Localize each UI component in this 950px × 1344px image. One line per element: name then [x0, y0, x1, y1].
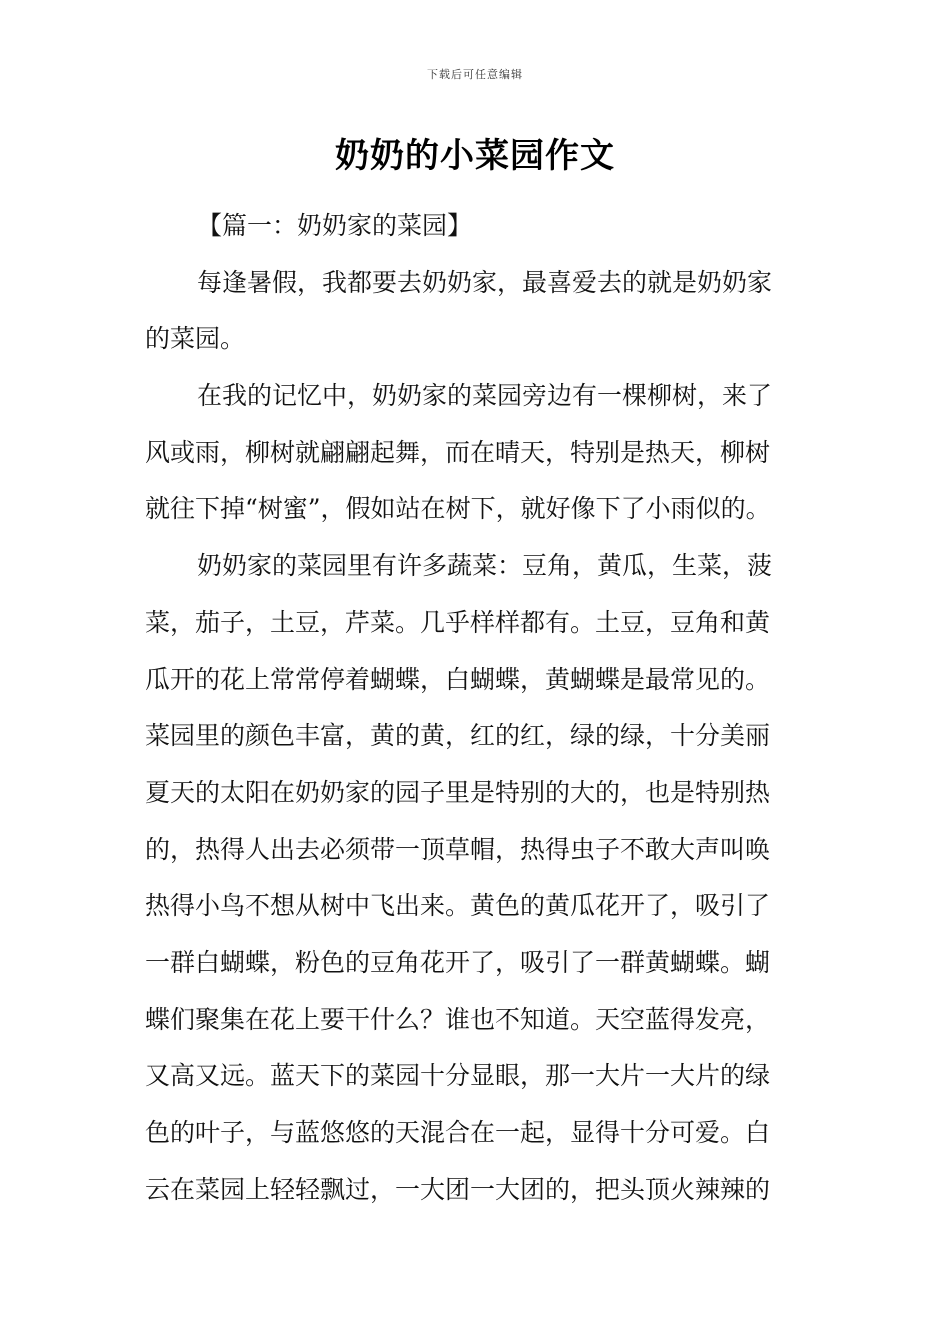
text-line: 菜园里的颜色丰富，黄的黄，红的红，绿的绿，十分美丽	[145, 721, 771, 751]
text-line: 又高又远。蓝天下的菜园十分显眼，那一大片一大片的绿	[145, 1061, 771, 1091]
text-line: 菜，茄子，土豆，芹菜。几乎样样都有。土豆，豆角和黄	[145, 607, 771, 637]
text-line: 热得小鸟不想从树中飞出来。黄色的黄瓜花开了，吸引了	[145, 891, 771, 921]
text-line: 云在菜园上轻轻飘过，一大团一大团的，把头顶火辣辣的	[145, 1174, 771, 1204]
text-line: 一群白蝴蝶，粉色的豆角花开了，吸引了一群黄蝴蝶。蝴	[145, 947, 771, 977]
text-line: 色的叶子，与蓝悠悠的天混合在一起，显得十分可爱。白	[145, 1118, 771, 1147]
text-line: 奶奶家的菜园里有许多蔬菜：豆角，黄瓜，生菜，菠	[197, 551, 773, 581]
document-title: 奶奶的小菜园作文	[335, 136, 615, 176]
text-line: 的菜园。	[145, 324, 246, 354]
text-line: 风或雨，柳树就翩翩起舞，而在晴天，特别是热天，柳树	[145, 437, 771, 467]
essay-body	[145, 198, 807, 1218]
text-line: 【篇一：奶奶家的菜园】	[197, 211, 473, 240]
text-line: 每逢暑假，我都要去奶奶家，最喜爱去的就是奶奶家	[197, 267, 773, 297]
text-line: 蝶们聚集在花上要干什么？谁也不知道。天空蓝得发亮，	[145, 1004, 771, 1034]
text-line: 的，热得人出去必须带一顶草帽，热得虫子不敢大声叫唤	[145, 834, 771, 864]
text-line: 就往下掉“树蜜”，假如站在树下，就好像下了小雨似的。	[145, 494, 771, 524]
text-line: 夏天的太阳在奶奶家的园子里是特别的大的，也是特别热	[145, 777, 771, 807]
header-note: 下载后可任意编辑	[427, 68, 523, 81]
text-line: 在我的记忆中，奶奶家的菜园旁边有一棵柳树，来了	[197, 381, 773, 411]
text-line: 瓜开的花上常常停着蝴蝶，白蝴蝶，黄蝴蝶是最常见的。	[145, 664, 771, 694]
